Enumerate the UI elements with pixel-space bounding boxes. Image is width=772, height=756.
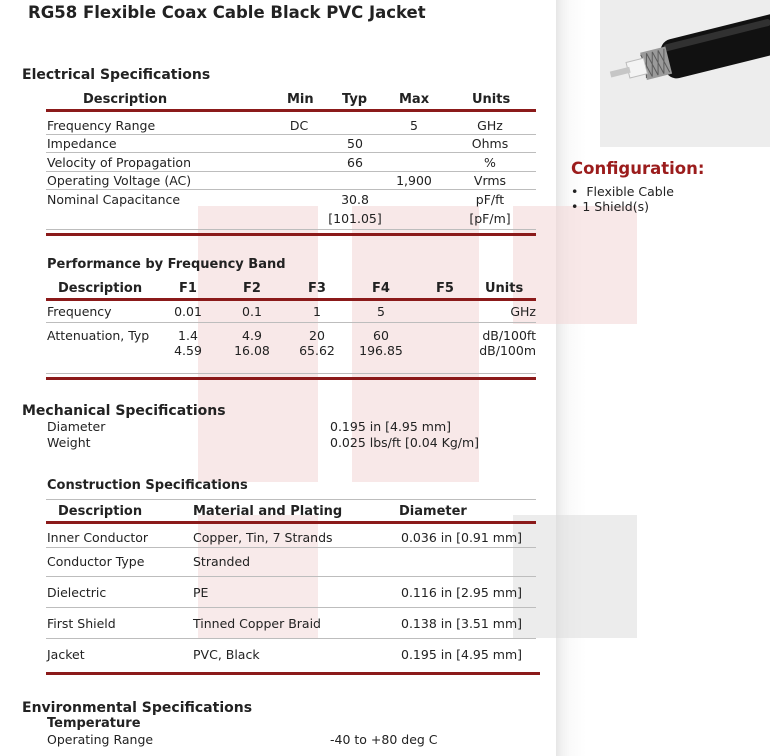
row-divider <box>46 134 536 135</box>
construction-row-desc: Jacket <box>47 647 85 662</box>
performance-header-rule <box>46 298 536 301</box>
attenuation-label: Attenuation, Typ <box>47 328 150 343</box>
electrical-row-min: DC <box>289 118 309 133</box>
row-divider <box>46 373 536 374</box>
electrical-row-desc: Frequency Range <box>47 118 156 133</box>
construction-row-desc: Dielectric <box>47 585 107 600</box>
construction-header-rule <box>46 521 536 524</box>
frequency-units: GHz <box>510 304 536 319</box>
attenuation-f4-ft: 60 <box>373 328 389 343</box>
configuration-item <box>571 184 674 199</box>
electrical-header-description: Description <box>83 92 168 107</box>
mechanical-weight-value: 0.025 lbs/ft [0.04 Kg/m] <box>330 435 480 450</box>
row-divider <box>46 152 536 153</box>
electrical-row-typ: 66 <box>347 155 363 170</box>
cable-photo <box>600 0 770 147</box>
bullet-icon: • <box>571 184 587 199</box>
row-divider <box>46 229 536 230</box>
construction-row-desc: Inner Conductor <box>47 530 149 545</box>
performance-header-f2: F2 <box>243 281 261 296</box>
frequency-f3: 1 <box>313 304 321 319</box>
frequency-label: Frequency <box>47 304 112 319</box>
electrical-row-units: pF/ft <box>475 192 505 207</box>
attenuation-f1-ft: 1.4 <box>178 328 198 343</box>
construction-row-material: Stranded <box>193 554 251 569</box>
configuration-item <box>571 199 649 214</box>
construction-row-diameter: 0.116 in [2.95 mm] <box>401 585 523 600</box>
frequency-f4: 5 <box>377 304 385 319</box>
performance-header-units: Units <box>485 281 524 296</box>
temperature-subheading: Temperature <box>47 716 141 731</box>
bullet-icon: • <box>571 199 583 214</box>
attenuation-f2-ft: 4.9 <box>242 328 262 343</box>
electrical-row-units: GHz <box>477 118 503 133</box>
attenuation-units-ft: dB/100ft <box>482 328 536 343</box>
attenuation-f1-m: 4.59 <box>174 343 202 358</box>
row-divider <box>46 171 536 172</box>
performance-header-description: Description <box>58 281 143 296</box>
attenuation-units-m: dB/100m <box>479 343 536 358</box>
configuration-item-label: 1 Shield(s) <box>582 199 649 214</box>
construction-top-rule <box>46 499 536 500</box>
electrical-row-typ: 30.8 <box>341 192 369 207</box>
construction-row-diameter: 0.195 in [4.95 mm] <box>401 647 523 662</box>
electrical-row-desc: Nominal Capacitance <box>47 192 181 207</box>
electrical-row-desc: Impedance <box>47 136 117 151</box>
electrical-row-desc: Operating Voltage (AC) <box>47 173 192 188</box>
mechanical-diameter-label: Diameter <box>47 419 106 434</box>
attenuation-f2-m: 16.08 <box>234 343 270 358</box>
electrical-row-typ-metric: [101.05] <box>328 211 382 226</box>
construction-row-material: PVC, Black <box>193 647 260 662</box>
configuration-item-label: Flexible Cable <box>586 184 674 199</box>
electrical-footer-rule <box>46 233 536 236</box>
row-divider <box>46 322 536 323</box>
row-divider <box>46 638 536 639</box>
electrical-row-typ: 50 <box>347 136 363 151</box>
mechanical-diameter-value: 0.195 in [4.95 mm] <box>330 419 452 434</box>
attenuation-f3-m: 65.62 <box>299 343 335 358</box>
construction-heading: Construction Specifications <box>47 478 248 493</box>
construction-header-material: Material and Plating <box>193 504 343 519</box>
performance-header-f1: F1 <box>179 281 197 296</box>
electrical-row-units: Vrms <box>473 173 507 188</box>
construction-row-diameter: 0.036 in [0.91 mm] <box>401 530 523 545</box>
electrical-row-units: Ohms <box>471 136 509 151</box>
configuration-heading: Configuration: <box>571 159 705 178</box>
electrical-row-units: % <box>484 155 496 170</box>
performance-heading: Performance by Frequency Band <box>47 257 286 272</box>
construction-row-desc: First Shield <box>47 616 116 631</box>
performance-footer-rule <box>46 377 536 380</box>
frequency-f1: 0.01 <box>174 304 202 319</box>
row-divider <box>46 189 536 190</box>
performance-header-f5: F5 <box>436 281 454 296</box>
electrical-header-typ: Typ <box>342 92 368 107</box>
mechanical-heading: Mechanical Specifications <box>22 403 226 419</box>
construction-row-diameter: 0.138 in [3.51 mm] <box>401 616 523 631</box>
operating-range-label: Operating Range <box>47 732 154 747</box>
electrical-header-units: Units <box>472 92 511 107</box>
construction-header-description: Description <box>58 504 143 519</box>
electrical-row-max: 5 <box>410 118 418 133</box>
construction-row-desc: Conductor Type <box>47 554 145 569</box>
electrical-row-units-metric: [pF/m] <box>469 211 511 226</box>
electrical-row-max: 1,900 <box>396 173 432 188</box>
attenuation-f4-m: 196.85 <box>359 343 403 358</box>
construction-row-material: Copper, Tin, 7 Strands <box>193 530 333 545</box>
page-title: RG58 Flexible Coax Cable Black PVC Jacket <box>28 3 426 22</box>
construction-header-diameter: Diameter <box>399 504 467 519</box>
electrical-row-desc: Velocity of Propagation <box>47 155 191 170</box>
performance-header-f3: F3 <box>308 281 326 296</box>
construction-row-material: PE <box>193 585 209 600</box>
construction-row-material: Tinned Copper Braid <box>193 616 321 631</box>
electrical-header-min: Min <box>287 92 314 107</box>
mechanical-weight-label: Weight <box>47 435 91 450</box>
row-divider <box>46 607 536 608</box>
performance-header-f4: F4 <box>372 281 390 296</box>
attenuation-f3-ft: 20 <box>309 328 325 343</box>
environmental-heading: Environmental Specifications <box>22 700 253 716</box>
frequency-f2: 0.1 <box>242 304 262 319</box>
electrical-header-max: Max <box>399 92 430 107</box>
row-divider <box>46 576 536 577</box>
electrical-header-rule <box>46 109 536 112</box>
operating-range-value: -40 to +80 deg C <box>330 732 438 747</box>
electrical-heading: Electrical Specifications <box>22 67 211 83</box>
row-divider <box>46 547 536 548</box>
construction-footer-rule <box>46 672 540 675</box>
